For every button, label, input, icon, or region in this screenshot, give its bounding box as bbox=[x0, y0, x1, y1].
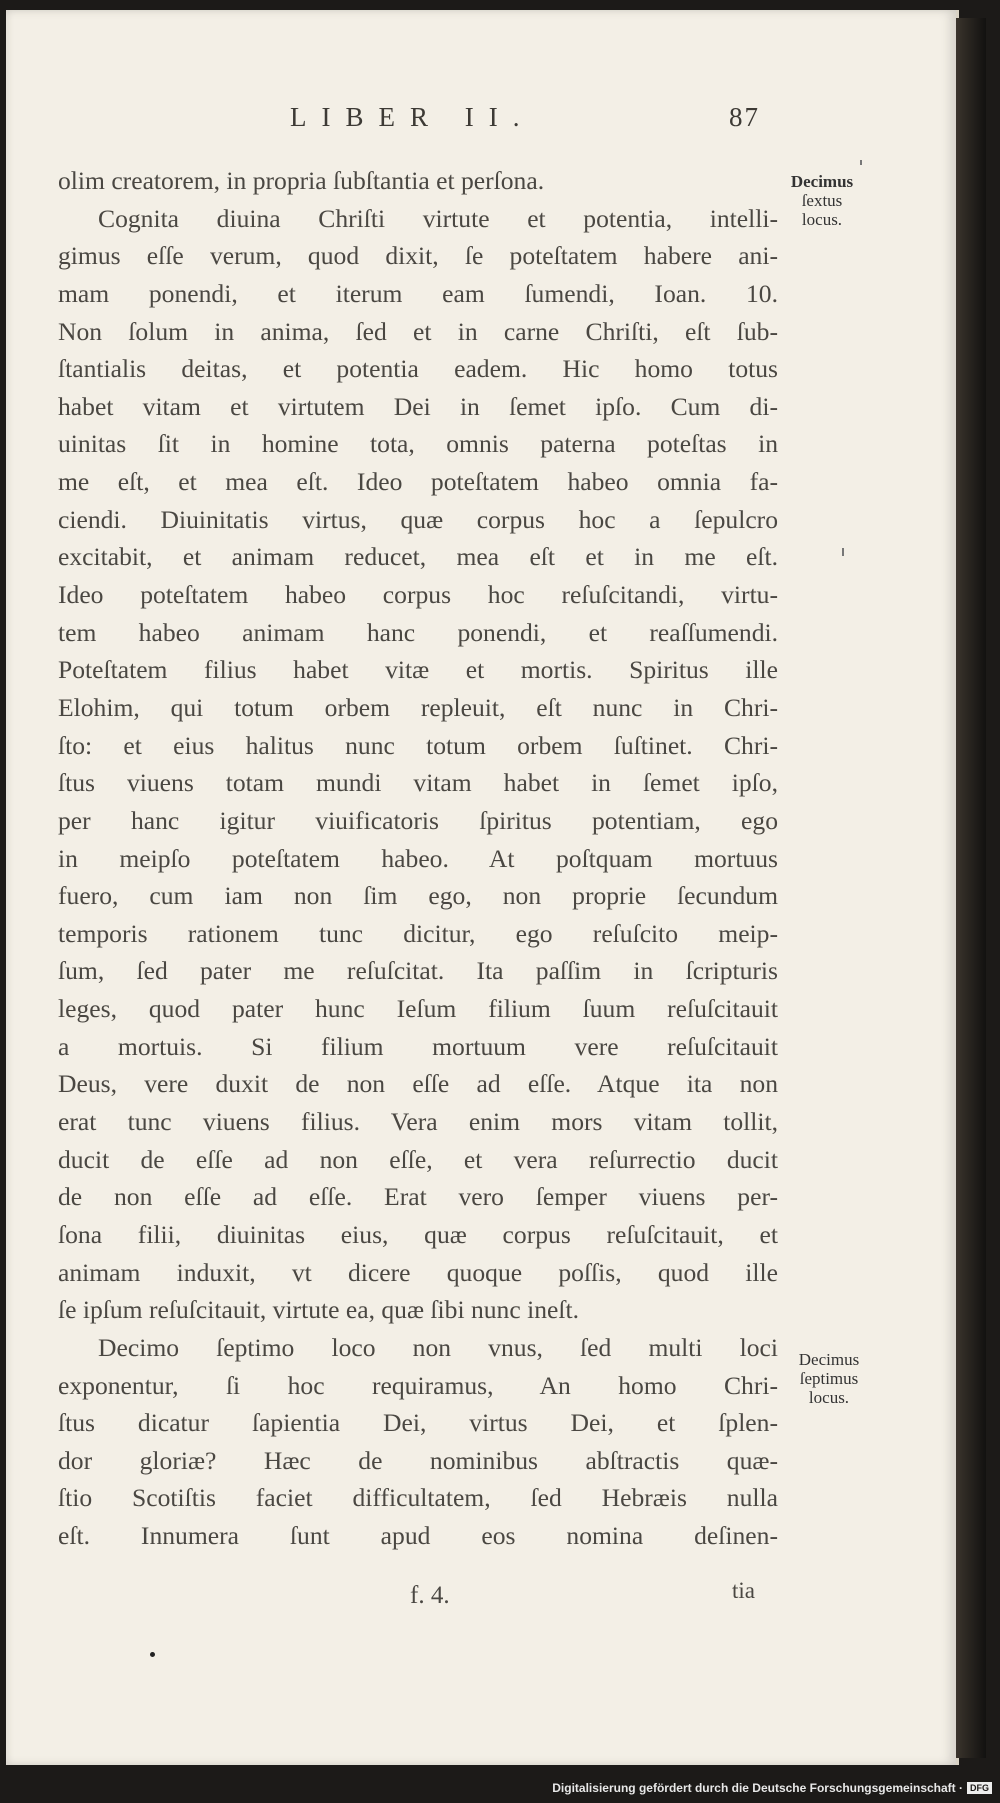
text-line: ſtio Scotiſtis faciet difficultatem, ſed Hebræis nulla bbox=[58, 1483, 778, 1513]
ink-mark bbox=[860, 160, 862, 165]
margin-note-decimus-septimus bbox=[778, 1350, 880, 1407]
text-line: gimus eſſe verum, quod dixit, ſe poteſtatem habere ani- bbox=[58, 241, 778, 271]
text-line: exponentur, ſi hoc requiramus, An homo Chri- bbox=[58, 1370, 778, 1400]
text-line: Poteſtatem filius habet vitæ et mortis. Spiritus ille bbox=[58, 655, 778, 685]
text-line: in meipſo poteſtatem habeo. At poſtquam mortuus bbox=[58, 843, 778, 873]
text-line: habet vitam et virtutem Dei in ſemet ipſo. Cum di- bbox=[58, 391, 778, 421]
catchword: tia bbox=[732, 1578, 755, 1603]
margin-note-line: Decimus bbox=[790, 172, 854, 191]
text-line: a mortuis. Si filium mortuum vere reſuſcitauit bbox=[58, 1031, 778, 1061]
text-line: Elohim, qui totum orbem repleuit, eſt nunc in Chri- bbox=[58, 692, 778, 722]
text-line: temporis rationem tunc dicitur, ego reſuſcito meip- bbox=[58, 918, 778, 948]
text-line: eſt. Innumera ſunt apud eos nomina deſinen- bbox=[58, 1521, 778, 1551]
margin-note-decimus-sextus bbox=[772, 172, 872, 229]
running-title: LIBER II. bbox=[290, 102, 535, 132]
text-line: erat tunc viuens filius. Vera enim mors vitam tollit, bbox=[58, 1107, 778, 1137]
text-line: ſtus dicatur ſapientia Dei, virtus Dei, et ſplen- bbox=[58, 1408, 778, 1438]
text-line: ſona filii, diuinitas eius, quæ corpus reſuſcitauit, et bbox=[58, 1219, 778, 1249]
body-text bbox=[58, 162, 778, 1555]
text-line: tem habeo animam hanc ponendi, et reaſſumendi. bbox=[58, 617, 778, 647]
text-line: excitabit, et animam reducet, mea eſt et in me eſt. bbox=[58, 542, 778, 572]
dfg-logo: DFG bbox=[967, 1782, 992, 1794]
text-line: ſtus viuens totam mundi vitam habet in ſemet ipſo, bbox=[58, 768, 778, 798]
text-line: ſto: et eius halitus nunc totum orbem ſuſtinet. Chri- bbox=[58, 730, 778, 760]
text-line: Cognita diuina Chriſti virtute et potentia, intelli- bbox=[98, 203, 778, 233]
text-line: ſtantialis deitas, et potentia eadem. Hic homo totus bbox=[58, 354, 778, 384]
book-edge bbox=[956, 18, 986, 1758]
text-line: ducit de eſſe ad non eſſe, et vera reſurrectio ducit bbox=[58, 1144, 778, 1174]
text-line: ſum, ſed pater me reſuſcitat. Ita paſſim in ſcripturis bbox=[58, 956, 778, 986]
text-line: me eſt, et mea eſt. Ideo poteſtatem habeo omnia fa- bbox=[58, 467, 778, 497]
text-line: fuero, cum iam non ſim ego, non proprie ſecundum bbox=[58, 881, 778, 911]
margin-note-line: Decimus bbox=[798, 1350, 860, 1369]
text-line: de non eſſe ad eſſe. Erat vero ſemper viuens per- bbox=[58, 1182, 778, 1212]
text-line: Ideo poteſtatem habeo corpus hoc reſuſcitandi, virtu- bbox=[58, 580, 778, 610]
text-line: animam induxit, vt dicere quoque poſſis, quod ille bbox=[58, 1257, 778, 1287]
text-line: mam ponendi, et iterum eam ſumendi, Ioan. 10. bbox=[58, 278, 778, 308]
text-line: uinitas ſit in homine tota, omnis paterna poteſtas in bbox=[58, 429, 778, 459]
text-line: ſe ipſum reſuſcitauit, virtute ea, quæ ſibi nunc ineſt. bbox=[58, 1295, 579, 1325]
text-line: olim creatorem, in propria ſubſtantia et perſona. bbox=[58, 166, 545, 195]
ink-mark bbox=[842, 548, 844, 556]
margin-note-line: ſeptimus bbox=[799, 1369, 859, 1388]
text-line: leges, quod pater hunc Ieſum filium ſuum reſuſcitauit bbox=[58, 994, 778, 1024]
text-line: dor gloriæ? Hæc de nominibus abſtractis quæ- bbox=[58, 1445, 778, 1475]
margin-note-line: locus. bbox=[808, 1388, 850, 1407]
margin-note-line: ſextus bbox=[801, 191, 843, 210]
text-line: Decimo ſeptimo loco non vnus, ſed multi loci bbox=[98, 1332, 778, 1362]
text-line: ciendi. Diuinitatis virtus, quæ corpus hoc a ſepulcro bbox=[58, 504, 778, 534]
page-number: 87 bbox=[729, 102, 760, 132]
footer-credit: Digitalisierung gefördert durch die Deutsche Forschungsgemeinschaft · bbox=[552, 1781, 963, 1795]
ink-dot bbox=[150, 1652, 155, 1657]
margin-note-line: locus. bbox=[801, 210, 843, 229]
running-header bbox=[290, 102, 760, 138]
digitization-footer bbox=[552, 1781, 992, 1795]
signature-mark: f. 4. bbox=[410, 1582, 450, 1609]
text-line: per hanc igitur viuificatoris ſpiritus potentiam, ego bbox=[58, 805, 778, 835]
text-line: Deus, vere duxit de non eſſe ad eſſe. Atque ita non bbox=[58, 1069, 778, 1099]
text-line: Non ſolum in anima, ſed et in carne Chriſti, eſt ſub- bbox=[58, 316, 778, 346]
